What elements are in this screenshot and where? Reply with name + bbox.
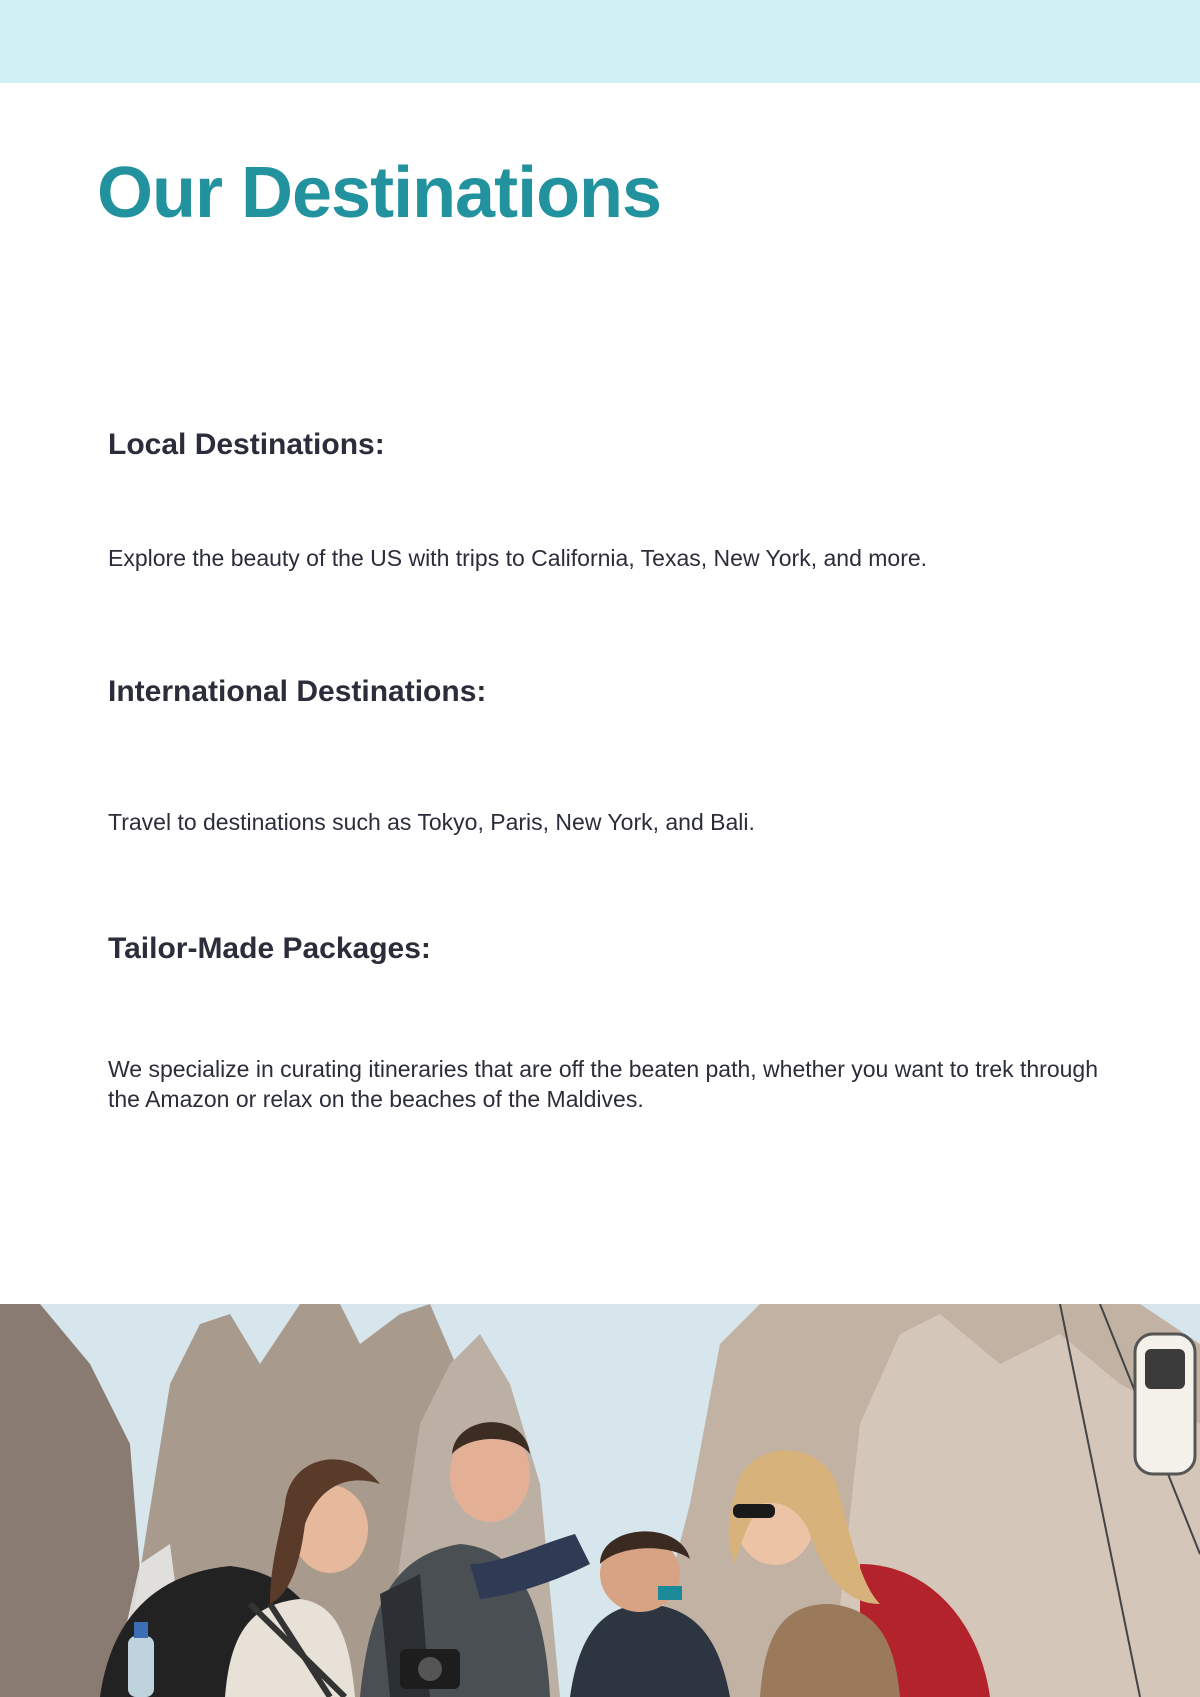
section-body-tailor-made: We specialize in curating itineraries that are off the beaten path, whether you want to trek through the Amazon or relax on the beaches of the Maldives. bbox=[108, 1056, 1099, 1112]
page-title: Our Destinations bbox=[97, 153, 662, 233]
header-band bbox=[0, 0, 1200, 83]
section-heading-local: Local Destinations: bbox=[108, 428, 385, 461]
section-body-international: Travel to destinations such as Tokyo, Paris, New York, and Bali. bbox=[108, 809, 755, 835]
hikers-photo bbox=[0, 1304, 1200, 1697]
section-heading-international: International Destinations: bbox=[108, 675, 487, 708]
section-heading-tailor-made: Tailor-Made Packages: bbox=[108, 932, 431, 965]
section-body-local: Explore the beauty of the US with trips to California, Texas, New York, and more. bbox=[108, 545, 928, 571]
